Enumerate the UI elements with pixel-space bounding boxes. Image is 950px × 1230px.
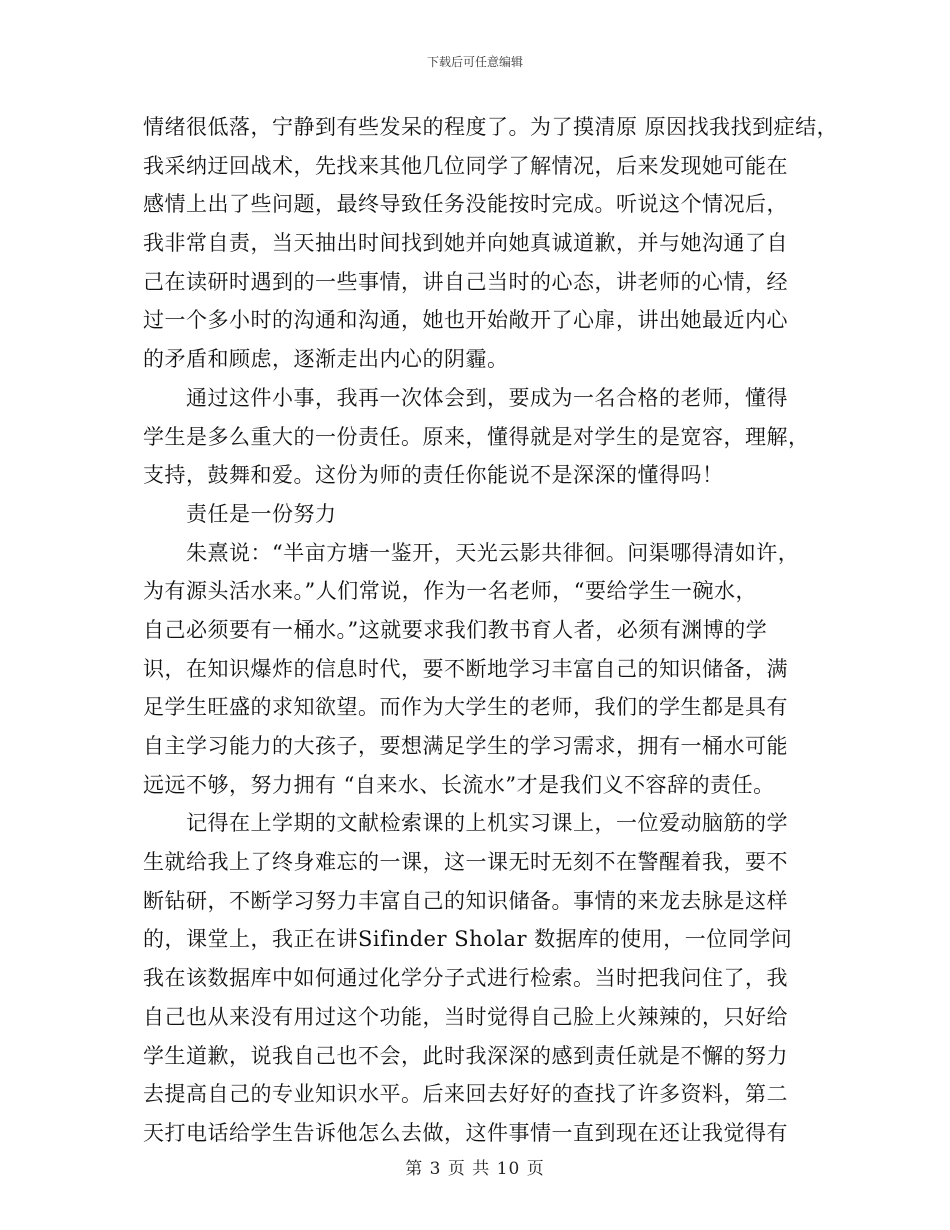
- text-line: 学生是多么重大的一份责任。原来，懂得就是对学生的是宽容，理解，: [143, 424, 810, 449]
- text-line: 自己也从来没有用过这个功能，当时觉得自己脸上火辣辣的，只好给: [143, 1004, 788, 1029]
- text-line: 足学生旺盛的求知欲望。而作为大学生的老师，我们的学生都是具有: [143, 695, 788, 720]
- text-line: 生就给我上了终身难忘的一课，这一课无时无刻不在警醒着我，要不: [143, 850, 788, 875]
- text-line: 我非常自责，当天抽出时间找到她并向她真诚道歉，并与她沟通了自: [143, 231, 788, 256]
- text-line: 记得在上学期的文献检索课的上机实习课上，一位爱动脑筋的学: [143, 811, 788, 836]
- text-line: 自己必须要有一桶水。”这就要求我们教书育人者，必须有渊博的学: [143, 617, 768, 642]
- text-line: 朱熹说：“半亩方塘一鉴开，天光云影共徘徊。问渠哪得清如许，: [143, 540, 800, 565]
- text-line: 感情上出了些问题，最终导致任务没能按时完成。听说这个情况后，: [143, 192, 788, 217]
- text-line: 情绪很低落，宁静到有些发呆的程度了。为了摸清原 原因找我找到症结，: [143, 115, 839, 139]
- text-line: 远远不够，努力拥有 “自来水、长流水”才是我们义不容辞的责任。: [143, 772, 775, 797]
- text-line: 为有源头活水来。”人们常说，作为一名老师，“要给学生一碗水，: [143, 579, 757, 604]
- document-body: [143, 108, 839, 1153]
- text-line: 天打电话给学生告诉他怎么去做，这件事情一直到现在还让我觉得有: [143, 1120, 788, 1145]
- text-line: 去提高自己的专业知识水平。后来回去好好的查找了许多资料，第二: [143, 1082, 788, 1107]
- text-line: 学生道歉，说我自己也不会，此时我深深的感到责任就是不懈的努力: [143, 1043, 788, 1068]
- text-line: 我采纳迂回战术，先找来其他几位同学了解情况，后来发现她可能在: [143, 153, 788, 178]
- text-line: 支持，鼓舞和爱。这份为师的责任你能说不是深深的懂得吗！: [143, 463, 724, 488]
- text-line: 识，在知识爆炸的信息时代，要不断地学习丰富自己的知识储备，满: [143, 656, 788, 681]
- text-line: 通过这件小事，我再一次体会到，要成为一名合格的老师，懂得: [143, 385, 788, 410]
- text-line: 的矛盾和顾虑，逐渐走出内心的阴霾。: [143, 347, 509, 372]
- text-line: 我在该数据库中如何通过化学分子式进行检索。当时把我问住了，我: [143, 966, 788, 991]
- text-line: 过一个多小时的沟通和沟通，她也开始敞开了心扉，讲出她最近内心: [143, 308, 788, 333]
- text-line: 己在读研时遇到的一些事情，讲自己当时的心态，讲老师的心情，经: [143, 269, 788, 294]
- text-line: 的，课堂上，我正在讲Sifinder Sholar 数据库的使用，一位同学问: [143, 927, 793, 952]
- text-line: 责任是一份努力: [143, 501, 337, 526]
- page-header: 下载后可任意编辑: [426, 55, 523, 69]
- text-line: 自主学习能力的大孩子，要想满足学生的学习需求，拥有一桶水可能: [143, 734, 788, 758]
- page-footer: 第 3 页 共 10 页: [405, 1159, 545, 1179]
- text-line: 断钻研，不断学习努力丰富自己的知识储备。事情的来龙去脉是这样: [143, 888, 788, 913]
